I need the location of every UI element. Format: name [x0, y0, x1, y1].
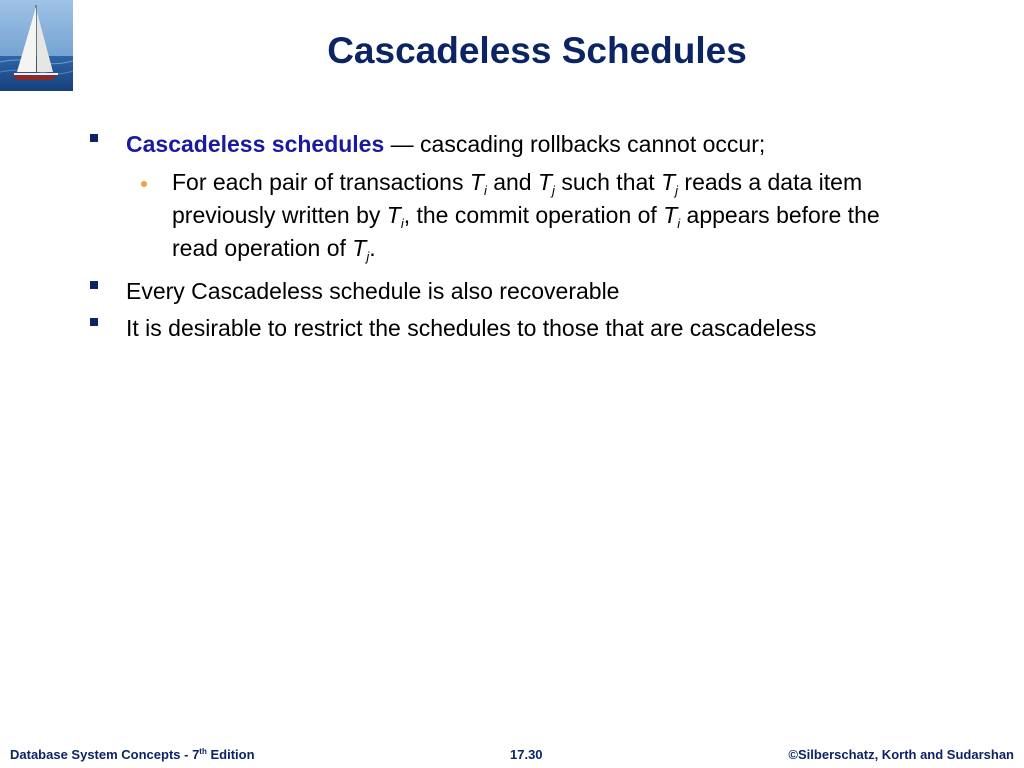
square-bullet-icon: [90, 134, 98, 142]
bullet-2: Every Cascadeless schedule is also recoverable: [126, 278, 620, 304]
bullet-1-keyword: Cascadeless schedules: [126, 131, 385, 157]
sub-bullet-line-3: [172, 232, 376, 273]
sub-text: reads a data item: [678, 169, 863, 195]
sub-text: .: [369, 235, 376, 261]
round-bullet-icon: [141, 181, 147, 187]
sub-text: previously written by: [172, 202, 387, 228]
footer-book-title: Database System Concepts - 7th Edition: [10, 747, 255, 762]
square-bullet-icon: [90, 281, 98, 289]
var-t: $T_i$: [386, 202, 404, 231]
var-t: $T_i$: [663, 202, 681, 231]
bullet-1: [126, 130, 765, 158]
var-t: $T_j$: [537, 169, 555, 198]
bullet-3: It is desirable to restrict the schedules to those that are cascadeless: [126, 315, 817, 341]
sub-text: and: [486, 169, 538, 195]
sub-text: such that: [554, 169, 662, 195]
sub-text: , the commit operation of: [403, 202, 664, 228]
sub-text: read operation of: [172, 235, 353, 261]
footer-page-number: 17.30: [510, 747, 543, 762]
square-bullet-icon: [90, 318, 98, 326]
bullet-1-text: — cascading rollbacks cannot occur;: [384, 131, 766, 157]
var-t: $T_i$: [469, 169, 487, 198]
var-t: $T_j$: [352, 235, 370, 264]
sub-text: appears before the: [680, 202, 880, 228]
var-t: $T_j$: [661, 169, 679, 198]
footer-copyright: ©Silberschatz, Korth and Sudarshan: [788, 747, 1014, 762]
sub-text: For each pair of transactions: [172, 169, 470, 195]
slide-footer: [0, 744, 1024, 768]
slide-title: Cascadeless Schedules: [327, 30, 747, 71]
